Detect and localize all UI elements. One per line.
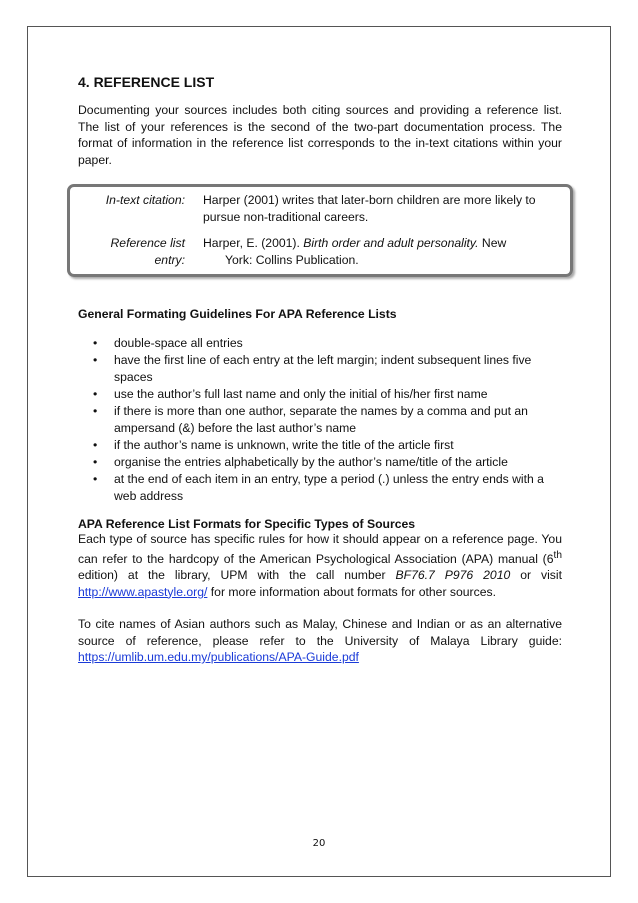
formats-text-3: or visit [510,568,562,583]
intext-citation-row [80,192,560,225]
call-number: BF76.7 P976 2010 [395,568,511,583]
formats-text-4: for more information about formats for other sources. [207,584,496,599]
reference-author: Harper, E. (2001). [203,236,304,250]
page-number: 20 [312,838,326,849]
asian-authors-text: To cite names of Asian authors such as Malay, Chinese and Indian or as an alternative source of reference, please refer to the University of Malaya Library guide: [78,617,562,648]
reference-list-label: Reference list entry: [110,236,185,267]
guidelines-list [78,335,562,505]
formats-text-1: Each type of source has specific rules for how it should appear on a reference page. You can refer to the hardcopy of the American Psychological Association (APA) manual (6 [78,532,562,566]
intext-citation-text: Harper (2001) writes that later-born children are more likely to pursue non-traditional careers. [203,193,536,224]
list-item: • if the author’s name is unknown, write the title of the article first [114,437,562,454]
formats-paragraph [78,531,562,600]
edition-superscript: th [553,549,562,561]
um-library-guide-link[interactable]: https://umlib.um.edu.my/publications/APA-Guide.pdf [78,650,359,665]
formats-text-2: edition) at the library, UPM with the call number [78,568,396,583]
list-item: • have the first line of each entry at the left margin; indent subsequent lines five spaces [114,352,562,386]
list-item: • if there is more than one author, separate the names by a comma and put an ampersand (&) before the last author’s name [114,403,562,437]
guidelines-heading: General Formating Guidelines For APA Reference Lists [78,307,397,321]
reference-rest: New [478,236,507,250]
formats-heading: APA Reference List Formats for Specific Types of Sources [78,517,416,531]
intext-citation-label: In-text citation: [105,193,185,207]
reference-list-row [80,235,560,268]
list-item: • use the author’s full last name and only the initial of his/her first name [114,386,562,403]
list-item: • at the end of each item in an entry, type a period (.) unless the entry ends with a web address [114,471,562,505]
list-item: • organise the entries alphabetically by the author’s name/title of the article [114,454,562,471]
apastyle-link[interactable]: http://www.apastyle.org/ [78,584,208,599]
citation-example-box [67,184,573,277]
asian-authors-paragraph [78,616,562,666]
section-title: 4. REFERENCE LIST [78,74,215,90]
reference-publisher: York: Collins Publication. [225,252,359,267]
reference-list-entry [203,235,560,268]
page-content [78,74,562,666]
intro-paragraph: Documenting your sources includes both citing sources and providing a reference list. The list of your references is the second of the two-part documentation process. The format of information in the reference list corresponds to the in-text citations within your paper. [78,103,562,167]
reference-title: Birth order and adult personality. [303,236,479,250]
list-item: • double-space all entries [114,335,562,352]
